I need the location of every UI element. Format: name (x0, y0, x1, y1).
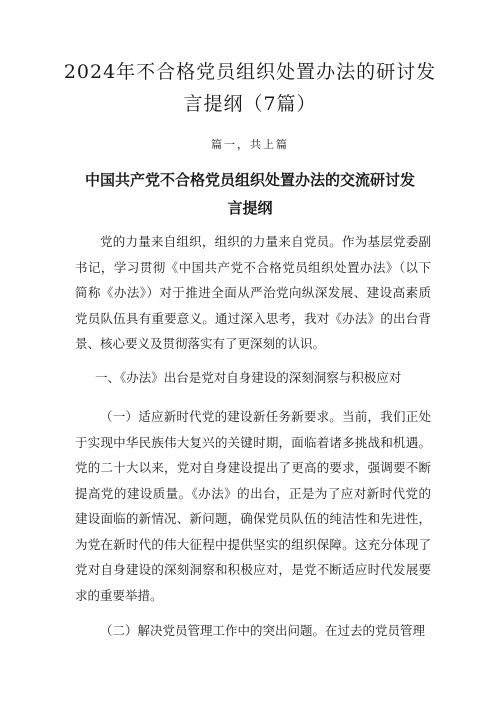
article-title: 中国共产党不合格党员组织处置办法的交流研讨发言提纲 (84, 171, 415, 217)
body-paragraph-2: （二）解决党员管理工作中的突出问题。在过去的党员管理 (100, 623, 426, 638)
section-heading-1: 一、《办法》出台是党对自身建设的深刻洞察与积极应对 (95, 370, 402, 385)
section-label: 篇一，共上篇 (211, 138, 289, 151)
document-title: 2024年不合格党员组织处置办法的研讨发言提纲（7篇） (63, 61, 437, 115)
intro-paragraph: 党的力量来自组织，组织的力量来自党员。作为基层党委副书记，学习贯彻《中国共产党不合格党员组织处置办法》（以下简称《办法》）对于推进全面从严治党向纵深发展、建设高素质党员队伍具有重要意义。通过深入思考，我对《办法》的出台背景、核心要义及贯彻落实有了更深刻的认识。 (75, 234, 431, 351)
body-paragraph-1: （一）适应新时代党的建设新任务新要求。当前，我们正处于实现中华民族伟大复兴的关键时期，面临着诸多挑战和机遇。党的二十大以来，党对自身建设提出了更高的要求，强调要不断提高党的建设质量。《办法》的出台，正是为了应对新时代党的建设面临的新情况、新问题，确保党员队伍的纯洁性和先进性，为党在新时代的伟大征程中提供坚实的组织保障。这充分体现了党对自身建设的深刻洞察和积极应对，是党不断适应时代发展要求的重要举措。 (75, 409, 431, 603)
